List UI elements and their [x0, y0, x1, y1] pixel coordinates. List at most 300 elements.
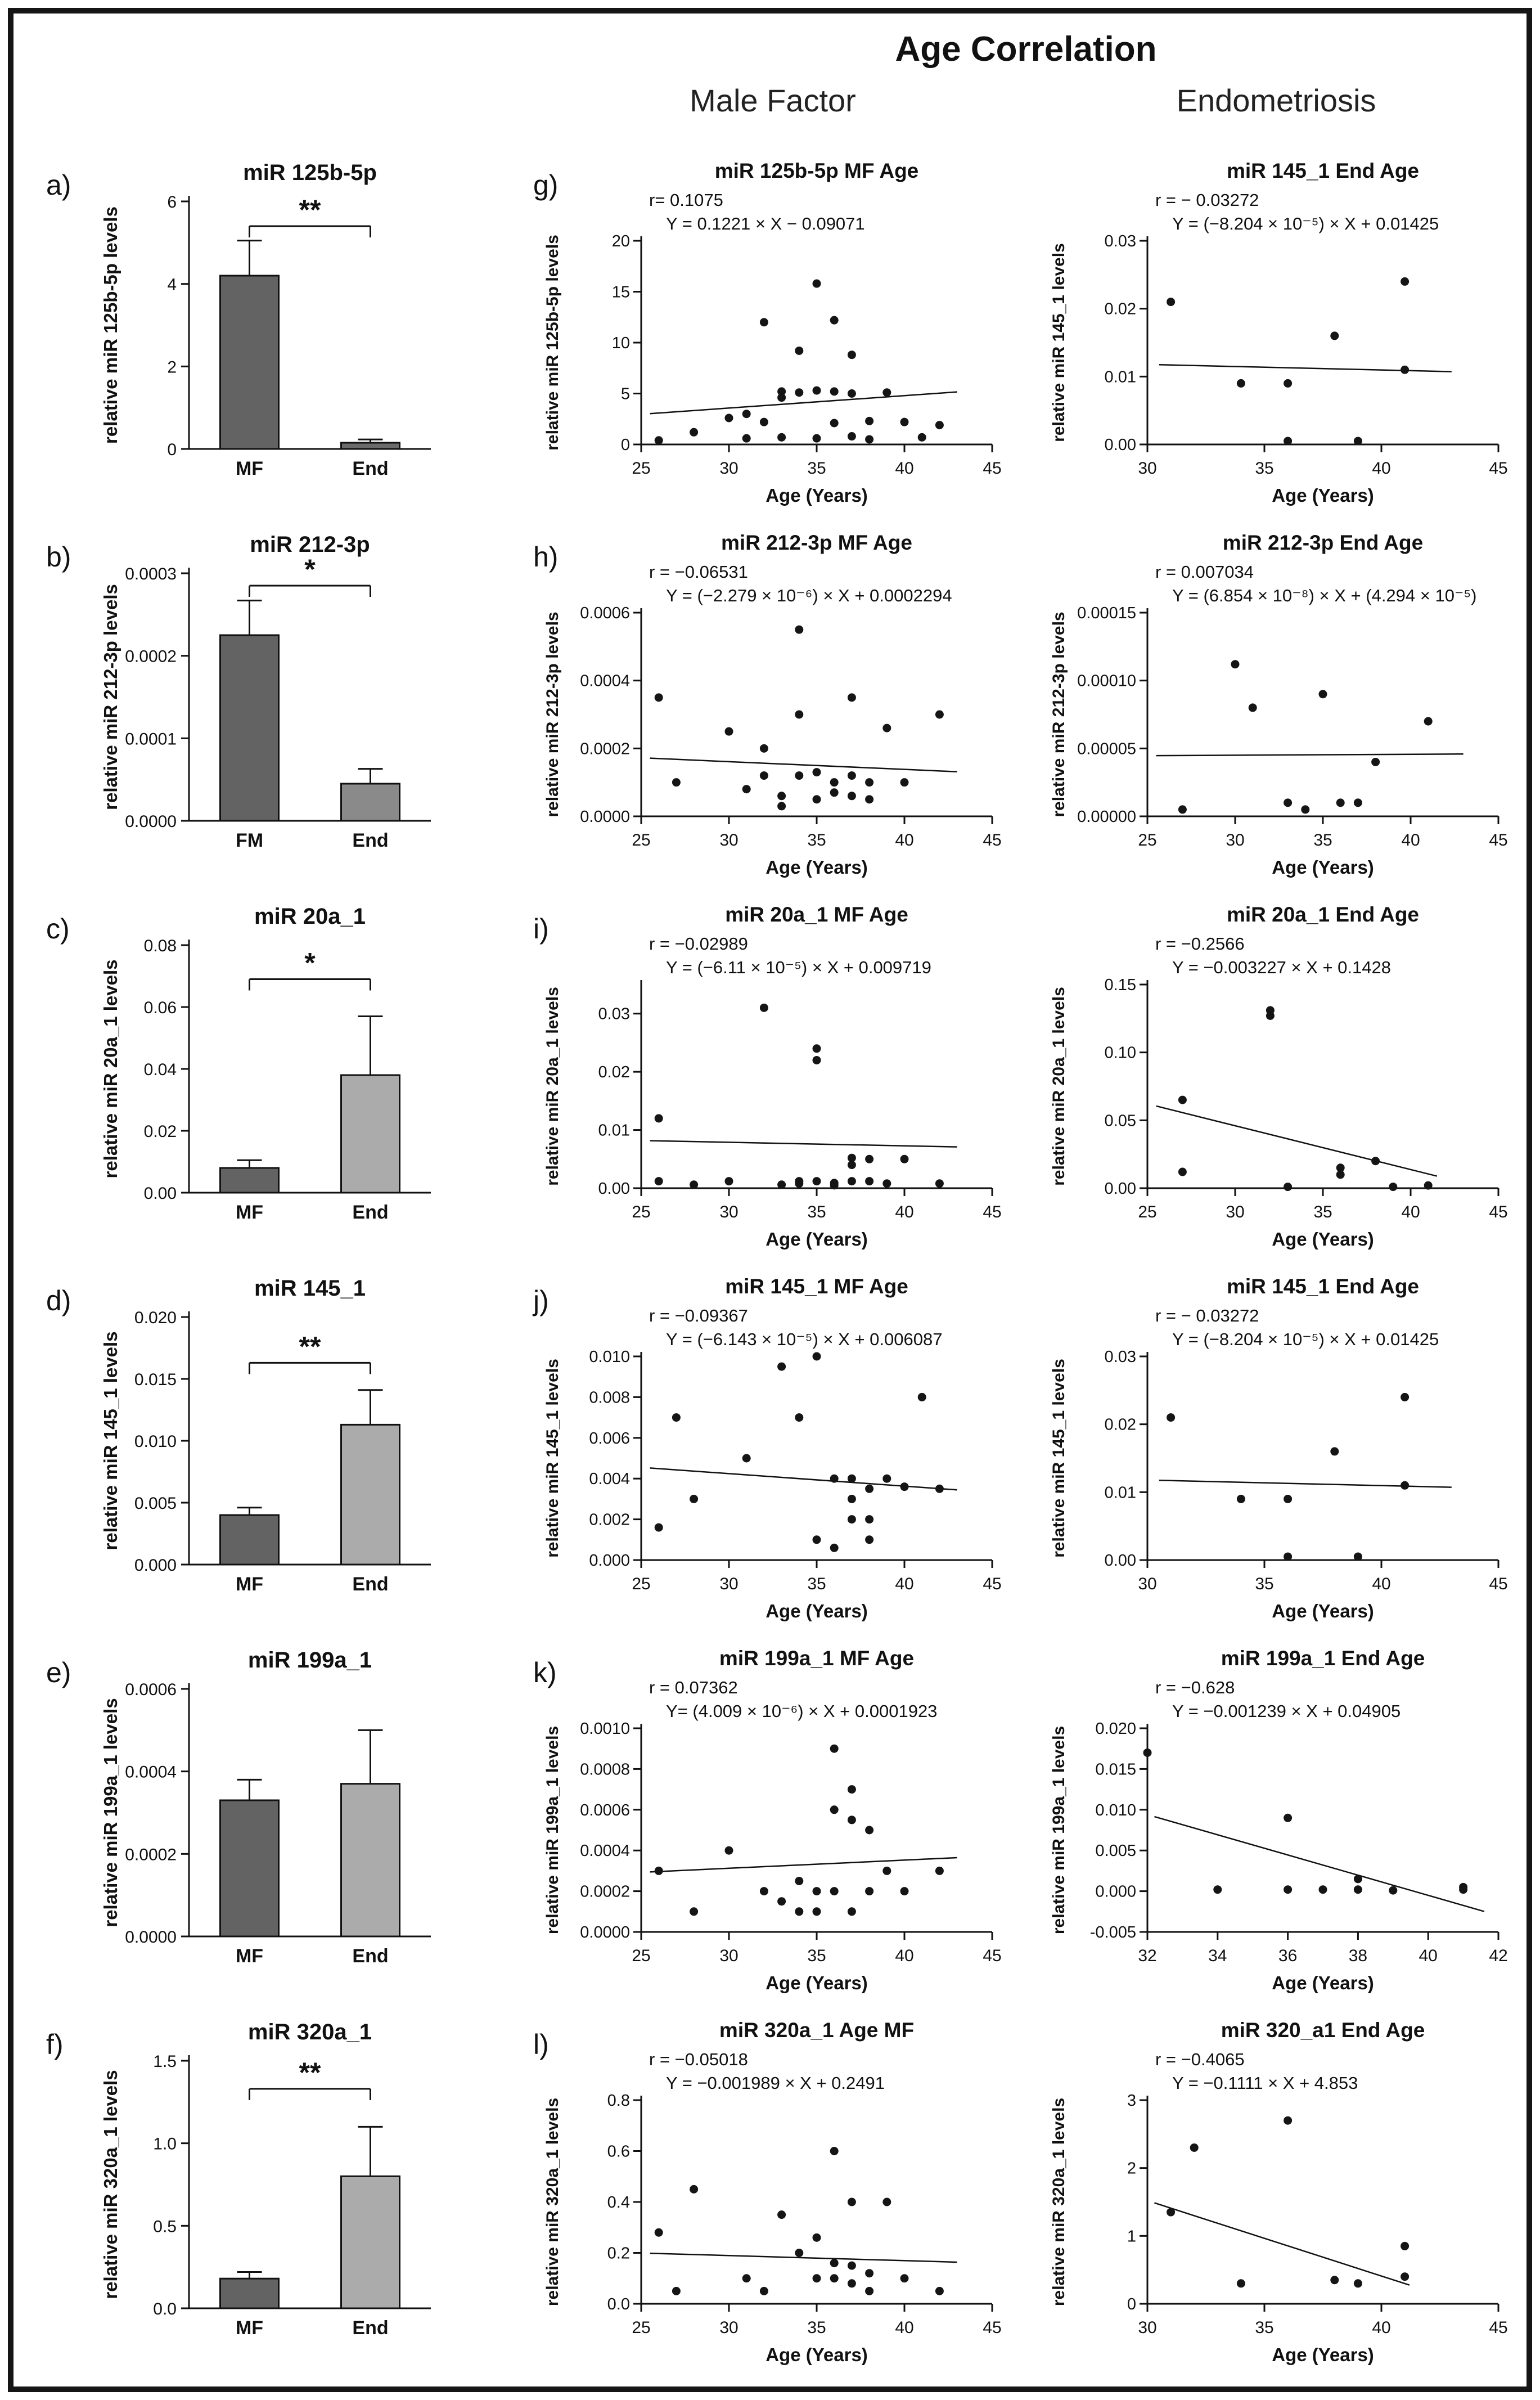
- svg-text:*: *: [304, 554, 316, 585]
- svg-text:Age (Years): Age (Years): [1272, 1972, 1374, 1993]
- svg-text:MF: MF: [235, 458, 264, 479]
- svg-text:r = − 0.03272: r = − 0.03272: [1155, 190, 1259, 210]
- svg-text:0.0006: 0.0006: [580, 604, 630, 622]
- svg-text:Age (Years): Age (Years): [766, 485, 868, 506]
- panel-j: [520, 1266, 1026, 1638]
- svg-text:MF: MF: [235, 2317, 264, 2339]
- svg-text:0.015: 0.015: [1095, 1760, 1136, 1779]
- svg-text:Age (Years): Age (Years): [1272, 1229, 1374, 1250]
- scatter-plot-svg: [1035, 524, 1524, 891]
- panel-l: [520, 2010, 1026, 2382]
- svg-text:30: 30: [1138, 459, 1157, 478]
- svg-text:1.0: 1.0: [153, 2134, 177, 2154]
- svg-text:Y = −0.003227 × X + 0.1428: Y = −0.003227 × X + 0.1428: [1172, 958, 1391, 977]
- svg-text:0.0004: 0.0004: [580, 672, 630, 690]
- svg-text:End: End: [352, 1574, 389, 1595]
- svg-text:r = −0.02989: r = −0.02989: [649, 934, 748, 954]
- svg-text:35: 35: [807, 1947, 826, 1965]
- svg-text:0.004: 0.004: [589, 1470, 630, 1489]
- svg-text:25: 25: [632, 1575, 651, 1593]
- svg-text:relative miR 199a_1 levels: relative miR 199a_1 levels: [543, 1725, 562, 1935]
- panel-end-row6-scatter-plot: [1035, 2011, 1524, 2381]
- svg-text:0.0004: 0.0004: [580, 1842, 630, 1860]
- svg-text:miR 199a_1 End Age: miR 199a_1 End Age: [1221, 1647, 1425, 1670]
- svg-text:r = −0.4065: r = −0.4065: [1155, 2050, 1245, 2069]
- svg-text:miR 320a_1 Age MF: miR 320a_1 Age MF: [719, 2019, 915, 2042]
- svg-text:0.08: 0.08: [143, 937, 177, 955]
- svg-text:Age (Years): Age (Years): [766, 1229, 868, 1250]
- svg-text:r = −0.2566: r = −0.2566: [1155, 934, 1245, 954]
- svg-text:15: 15: [611, 283, 630, 302]
- svg-text:miR 320_a1 End Age: miR 320_a1 End Age: [1221, 2019, 1425, 2042]
- scatter-plot-svg: [1035, 2011, 1524, 2378]
- column-header-endometriosis: Endometriosis: [1176, 83, 1376, 118]
- svg-text:Y = −0.001989 × X + 0.2491: Y = −0.001989 × X + 0.2491: [666, 2073, 885, 2093]
- svg-text:25: 25: [1138, 1203, 1157, 1221]
- svg-text:miR 145_1 End Age: miR 145_1 End Age: [1226, 159, 1420, 182]
- svg-text:0.2: 0.2: [607, 2244, 630, 2263]
- svg-text:Y = (−6.143 × 10⁻⁵) × X + 0.00: Y = (−6.143 × 10⁻⁵) × X + 0.006087: [666, 1329, 943, 1349]
- svg-text:30: 30: [1138, 2318, 1157, 2337]
- svg-text:40: 40: [1372, 459, 1391, 478]
- svg-text:45: 45: [983, 831, 1002, 850]
- svg-text:Age (Years): Age (Years): [1272, 485, 1374, 506]
- svg-text:miR 145_1 MF Age: miR 145_1 MF Age: [725, 1275, 908, 1298]
- panel-end-row1: [1026, 151, 1527, 523]
- svg-text:4: 4: [167, 275, 177, 294]
- scatter-plot-svg: [1035, 152, 1524, 519]
- svg-text:45: 45: [1489, 2318, 1508, 2337]
- svg-text:0.015: 0.015: [134, 1370, 177, 1389]
- svg-text:miR 212-3p MF Age: miR 212-3p MF Age: [721, 531, 912, 554]
- svg-text:Age (Years): Age (Years): [766, 1972, 868, 1993]
- svg-text:0.0: 0.0: [153, 2300, 177, 2318]
- svg-text:0.00: 0.00: [143, 1184, 177, 1203]
- svg-text:3: 3: [1127, 2092, 1136, 2110]
- svg-text:45: 45: [1489, 1203, 1508, 1221]
- svg-text:0.0002: 0.0002: [125, 647, 177, 666]
- svg-text:35: 35: [1255, 2318, 1274, 2337]
- svg-text:1: 1: [1127, 2227, 1136, 2246]
- svg-text:r = −0.09367: r = −0.09367: [649, 1306, 748, 1325]
- svg-text:35: 35: [1255, 1575, 1274, 1593]
- svg-text:40: 40: [895, 1947, 914, 1965]
- svg-text:45: 45: [983, 459, 1002, 478]
- svg-text:0.00015: 0.00015: [1077, 604, 1136, 622]
- svg-text:relative miR 20a_1 levels: relative miR 20a_1 levels: [1050, 987, 1068, 1186]
- svg-text:Y = (−8.204 × 10⁻⁵) × X + 0.01: Y = (−8.204 × 10⁻⁵) × X + 0.01425: [1172, 1329, 1439, 1349]
- svg-text:0.15: 0.15: [1104, 976, 1136, 994]
- svg-text:0.02: 0.02: [143, 1122, 177, 1141]
- svg-text:40: 40: [1372, 2318, 1391, 2337]
- svg-text:Age (Years): Age (Years): [766, 2344, 868, 2365]
- svg-text:25: 25: [632, 459, 651, 478]
- scatter-plot-svg: [529, 1639, 1018, 2006]
- panel-b-bar-chart: [85, 526, 457, 884]
- svg-text:MF: MF: [235, 1202, 264, 1223]
- panel-l-letter: l): [533, 2029, 549, 2060]
- svg-text:0.0004: 0.0004: [125, 1763, 177, 1782]
- svg-text:miR 125b-5p: miR 125b-5p: [243, 160, 377, 185]
- svg-text:0.010: 0.010: [589, 1348, 630, 1366]
- figure-frame: [8, 8, 1532, 2392]
- svg-text:30: 30: [719, 1947, 739, 1965]
- svg-text:40: 40: [1419, 1947, 1438, 1965]
- panel-g-scatter-plot: [529, 152, 1018, 522]
- svg-text:40: 40: [1401, 1203, 1420, 1221]
- panel-grid: [13, 151, 1527, 2382]
- panel-end-row6: [1026, 2010, 1527, 2382]
- panel-end-row4-scatter-plot: [1035, 1268, 1524, 1637]
- svg-text:relative miR 320a_1 levels: relative miR 320a_1 levels: [1050, 2097, 1068, 2307]
- svg-text:40: 40: [895, 1203, 914, 1221]
- panel-e-letter: e): [46, 1657, 71, 1688]
- svg-text:0: 0: [620, 436, 630, 454]
- svg-text:0.03: 0.03: [598, 1005, 630, 1023]
- svg-text:Y= (4.009 × 10⁻⁶) × X + 0.0001: Y= (4.009 × 10⁻⁶) × X + 0.0001923: [666, 1701, 938, 1721]
- svg-text:**: **: [299, 194, 321, 226]
- svg-text:Y = (−8.204 × 10⁻⁵) × X + 0.01: Y = (−8.204 × 10⁻⁵) × X + 0.01425: [1172, 214, 1439, 233]
- svg-text:6: 6: [167, 193, 177, 212]
- svg-text:30: 30: [719, 459, 739, 478]
- column-header-male-factor: Male Factor: [690, 83, 856, 118]
- panel-i: [520, 895, 1026, 1266]
- svg-text:miR 20a_1 End Age: miR 20a_1 End Age: [1226, 903, 1420, 926]
- svg-text:MF: MF: [235, 1574, 264, 1595]
- svg-text:30: 30: [1226, 1203, 1245, 1221]
- scatter-plot-svg: [1035, 1268, 1524, 1634]
- svg-text:0: 0: [1127, 2295, 1136, 2313]
- svg-text:r = 0.007034: r = 0.007034: [1155, 562, 1254, 582]
- svg-text:0.000: 0.000: [589, 1552, 630, 1570]
- svg-text:0.02: 0.02: [1104, 1415, 1136, 1434]
- svg-text:0.4: 0.4: [607, 2194, 630, 2212]
- svg-text:relative miR 320a_1 levels: relative miR 320a_1 levels: [543, 2097, 562, 2307]
- svg-text:0.01: 0.01: [1104, 1484, 1136, 1502]
- panel-h-scatter-plot: [529, 524, 1018, 893]
- svg-text:Age (Years): Age (Years): [766, 857, 868, 878]
- svg-text:End: End: [352, 1202, 389, 1223]
- svg-text:0.020: 0.020: [134, 1309, 177, 1327]
- svg-text:0.0002: 0.0002: [580, 1882, 630, 1901]
- svg-text:Age (Years): Age (Years): [1272, 1601, 1374, 1621]
- svg-text:0.02: 0.02: [598, 1063, 630, 1082]
- svg-text:0.0000: 0.0000: [580, 808, 630, 826]
- svg-text:45: 45: [1489, 459, 1508, 478]
- panel-d-letter: d): [46, 1285, 71, 1316]
- svg-text:34: 34: [1208, 1947, 1227, 1965]
- svg-text:0.10: 0.10: [1104, 1044, 1136, 1062]
- svg-text:0.02: 0.02: [1104, 300, 1136, 318]
- svg-text:2: 2: [167, 358, 177, 377]
- svg-text:0.0000: 0.0000: [125, 1928, 177, 1947]
- svg-text:relative miR 125b-5p levels: relative miR 125b-5p levels: [543, 235, 562, 451]
- svg-text:Y = (−2.279 × 10⁻⁶) × X + 0.0: Y = (−2.279 × 10⁻⁶) × X + 0.0002294: [666, 586, 952, 605]
- svg-text:45: 45: [1489, 1575, 1508, 1593]
- svg-text:0.0001: 0.0001: [125, 730, 177, 749]
- svg-text:30: 30: [1226, 831, 1245, 850]
- panel-b-letter: b): [46, 541, 71, 573]
- svg-text:0.0002: 0.0002: [125, 1845, 177, 1864]
- bar-chart-svg: [85, 1270, 457, 1625]
- svg-text:40: 40: [1401, 831, 1420, 850]
- svg-text:**: **: [299, 1331, 321, 1363]
- svg-text:30: 30: [719, 1575, 739, 1593]
- svg-text:0.0000: 0.0000: [125, 812, 177, 831]
- svg-text:0.020: 0.020: [1095, 1720, 1136, 1738]
- svg-text:Y = 0.1221 × X − 0.09071: Y = 0.1221 × X − 0.09071: [666, 214, 865, 233]
- svg-text:42: 42: [1489, 1947, 1508, 1965]
- svg-text:0.00005: 0.00005: [1077, 740, 1136, 758]
- svg-text:Y = −0.1111 × X + 4.853: Y = −0.1111 × X + 4.853: [1172, 2073, 1358, 2093]
- panel-k: [520, 1638, 1026, 2010]
- svg-text:40: 40: [895, 459, 914, 478]
- panel-e-bar-chart: [85, 1642, 457, 2000]
- scatter-plot-svg: [1035, 896, 1524, 1262]
- panel-k-scatter-plot: [529, 1639, 1018, 2009]
- svg-text:r = −0.06531: r = −0.06531: [649, 562, 748, 582]
- svg-text:0.00: 0.00: [1104, 1180, 1136, 1198]
- svg-text:0.00: 0.00: [1104, 1552, 1136, 1570]
- panel-j-scatter-plot: [529, 1268, 1018, 1637]
- panel-end-row2-scatter-plot: [1035, 524, 1524, 893]
- svg-text:0.6: 0.6: [607, 2142, 630, 2161]
- svg-text:40: 40: [895, 2318, 914, 2337]
- scatter-plot-svg: [1035, 1639, 1524, 2006]
- panel-end-row3: [1026, 895, 1527, 1266]
- scatter-plot-svg: [529, 524, 1018, 891]
- svg-text:0.01: 0.01: [1104, 368, 1136, 386]
- svg-text:35: 35: [807, 1575, 826, 1593]
- svg-text:0.00: 0.00: [598, 1180, 630, 1198]
- panel-end-row4: [1026, 1266, 1527, 1638]
- svg-text:*: *: [304, 947, 316, 979]
- svg-text:relative miR 145_1 levels: relative miR 145_1 levels: [1050, 243, 1068, 442]
- svg-text:38: 38: [1348, 1947, 1368, 1965]
- svg-text:20: 20: [611, 232, 630, 250]
- svg-text:36: 36: [1278, 1947, 1298, 1965]
- svg-text:Age (Years): Age (Years): [766, 1601, 868, 1621]
- svg-text:35: 35: [807, 1203, 826, 1221]
- svg-text:25: 25: [632, 1947, 651, 1965]
- svg-text:relative miR 320a_1 levels: relative miR 320a_1 levels: [100, 2070, 121, 2299]
- svg-text:Age (Years): Age (Years): [1272, 2344, 1374, 2365]
- svg-text:miR 20a_1: miR 20a_1: [254, 904, 366, 929]
- svg-text:0.00000: 0.00000: [1077, 808, 1136, 826]
- svg-text:miR 145_1: miR 145_1: [254, 1276, 366, 1301]
- svg-text:FM: FM: [235, 830, 264, 851]
- svg-text:relative miR 145_1 levels: relative miR 145_1 levels: [100, 1331, 121, 1550]
- svg-text:End: End: [352, 1945, 389, 1967]
- panel-g: [520, 151, 1026, 523]
- bar-chart-svg: [85, 898, 457, 1253]
- svg-text:miR 199a_1 MF Age: miR 199a_1 MF Age: [719, 1647, 915, 1670]
- svg-text:miR 145_1 End Age: miR 145_1 End Age: [1226, 1275, 1420, 1298]
- svg-text:relative miR 20a_1 levels: relative miR 20a_1 levels: [543, 987, 562, 1186]
- svg-text:45: 45: [983, 1947, 1002, 1965]
- svg-text:Age (Years): Age (Years): [1272, 857, 1374, 878]
- svg-text:0.005: 0.005: [134, 1494, 177, 1513]
- svg-text:45: 45: [983, 1203, 1002, 1221]
- svg-text:0.8: 0.8: [607, 2092, 630, 2110]
- svg-text:End: End: [352, 458, 389, 479]
- svg-text:0.005: 0.005: [1095, 1842, 1136, 1860]
- bar-chart-svg: [85, 2014, 457, 2369]
- panel-j-letter: j): [533, 1285, 549, 1316]
- panel-h-letter: h): [533, 541, 559, 573]
- svg-text:35: 35: [807, 831, 826, 850]
- panel-a-bar-chart: [85, 154, 457, 513]
- bar-chart-svg: [85, 1642, 457, 1997]
- svg-text:0.06: 0.06: [143, 999, 177, 1017]
- panel-f-bar-chart: [85, 2014, 457, 2372]
- svg-text:End: End: [352, 830, 389, 851]
- svg-text:0.010: 0.010: [134, 1432, 177, 1451]
- svg-text:0.002: 0.002: [589, 1511, 630, 1529]
- svg-text:0.000: 0.000: [1095, 1882, 1136, 1901]
- svg-text:0.006: 0.006: [589, 1429, 630, 1448]
- svg-text:40: 40: [895, 831, 914, 850]
- svg-text:-0.005: -0.005: [1089, 1923, 1136, 1941]
- svg-text:relative miR 212-3p levels: relative miR 212-3p levels: [543, 612, 562, 817]
- svg-text:0.0006: 0.0006: [580, 1801, 630, 1819]
- svg-text:relative miR 212-3p levels: relative miR 212-3p levels: [1050, 612, 1068, 817]
- scatter-plot-svg: [529, 2011, 1018, 2378]
- svg-text:0.0008: 0.0008: [580, 1760, 630, 1779]
- svg-text:relative miR 212-3p levels: relative miR 212-3p levels: [100, 584, 121, 810]
- svg-text:2: 2: [1127, 2159, 1136, 2178]
- svg-text:0.5: 0.5: [153, 2217, 177, 2236]
- svg-text:relative miR 145_1 levels: relative miR 145_1 levels: [1050, 1359, 1068, 1558]
- svg-text:45: 45: [983, 2318, 1002, 2337]
- svg-text:relative miR 199a_1 levels: relative miR 199a_1 levels: [100, 1698, 121, 1927]
- svg-text:0.03: 0.03: [1104, 232, 1136, 250]
- bar-chart-svg: [85, 526, 457, 882]
- svg-text:0.00: 0.00: [1104, 436, 1136, 454]
- svg-text:30: 30: [1138, 1575, 1157, 1593]
- svg-text:30: 30: [719, 2318, 739, 2337]
- svg-text:miR 212-3p: miR 212-3p: [250, 532, 370, 557]
- svg-text:32: 32: [1138, 1947, 1157, 1965]
- panel-c-bar-chart: [85, 898, 457, 1256]
- svg-text:0.0: 0.0: [607, 2295, 630, 2313]
- scatter-plot-svg: [529, 896, 1018, 1262]
- svg-text:Y = −0.001239 × X + 0.04905: Y = −0.001239 × X + 0.04905: [1172, 1701, 1401, 1721]
- svg-text:25: 25: [632, 1203, 651, 1221]
- svg-text:45: 45: [1489, 831, 1508, 850]
- svg-text:0.05: 0.05: [1104, 1112, 1136, 1130]
- svg-text:45: 45: [983, 1575, 1002, 1593]
- svg-text:miR 320a_1: miR 320a_1: [247, 2020, 372, 2044]
- svg-text:0.000: 0.000: [134, 1556, 177, 1575]
- svg-text:1.5: 1.5: [153, 2052, 177, 2071]
- svg-text:35: 35: [1313, 831, 1332, 850]
- svg-text:25: 25: [632, 831, 651, 850]
- panel-i-scatter-plot: [529, 896, 1018, 1265]
- svg-text:0.00010: 0.00010: [1077, 672, 1136, 690]
- panel-a: [13, 151, 520, 523]
- svg-text:35: 35: [807, 2318, 826, 2337]
- figure-title: Age Correlation: [895, 30, 1157, 69]
- svg-text:0.01: 0.01: [598, 1121, 630, 1140]
- svg-text:**: **: [299, 2056, 321, 2088]
- panel-end-row3-scatter-plot: [1035, 896, 1524, 1265]
- svg-text:40: 40: [895, 1575, 914, 1593]
- panel-f-letter: f): [46, 2029, 64, 2060]
- svg-text:r = − 0.03272: r = − 0.03272: [1155, 1306, 1259, 1325]
- svg-text:r= 0.1075: r= 0.1075: [649, 190, 723, 210]
- svg-text:0.0006: 0.0006: [125, 1680, 177, 1699]
- panel-d-bar-chart: [85, 1270, 457, 1628]
- svg-text:miR 199a_1: miR 199a_1: [247, 1648, 372, 1673]
- panel-end-row1-scatter-plot: [1035, 152, 1524, 522]
- svg-text:30: 30: [719, 831, 739, 850]
- panel-end-row5: [1026, 1638, 1527, 2010]
- panel-d: [13, 1266, 520, 1638]
- svg-text:relative miR 145_1 levels: relative miR 145_1 levels: [543, 1359, 562, 1558]
- panel-end-row2: [1026, 523, 1527, 895]
- svg-text:0: 0: [167, 441, 177, 459]
- svg-text:30: 30: [719, 1203, 739, 1221]
- svg-text:miR 212-3p End Age: miR 212-3p End Age: [1222, 531, 1424, 554]
- panel-end-row5-scatter-plot: [1035, 1639, 1524, 2009]
- panel-b: [13, 523, 520, 895]
- svg-text:0.04: 0.04: [143, 1060, 177, 1079]
- panel-a-letter: a): [46, 169, 71, 201]
- svg-text:0.0010: 0.0010: [580, 1720, 630, 1738]
- panel-f: [13, 2010, 520, 2382]
- svg-text:35: 35: [807, 459, 826, 478]
- svg-text:0.008: 0.008: [589, 1388, 630, 1407]
- panel-c-letter: c): [46, 913, 70, 945]
- panel-h: [520, 523, 1026, 895]
- panel-g-letter: g): [533, 169, 559, 201]
- svg-text:relative miR 125b-5p levels: relative miR 125b-5p levels: [100, 206, 121, 444]
- svg-text:25: 25: [1138, 831, 1157, 850]
- svg-text:r = −0.628: r = −0.628: [1155, 1678, 1235, 1697]
- panel-e: [13, 1638, 520, 2010]
- svg-text:r = 0.07362: r = 0.07362: [649, 1678, 738, 1697]
- bar-chart-svg: [85, 154, 457, 510]
- svg-text:relative miR 199a_1 levels: relative miR 199a_1 levels: [1050, 1725, 1068, 1935]
- panel-c: [13, 895, 520, 1266]
- svg-text:5: 5: [620, 385, 630, 403]
- svg-text:35: 35: [1313, 1203, 1332, 1221]
- svg-text:MF: MF: [235, 1945, 264, 1967]
- svg-text:10: 10: [611, 334, 630, 352]
- svg-text:0.0000: 0.0000: [580, 1923, 630, 1941]
- svg-text:relative miR 20a_1 levels: relative miR 20a_1 levels: [100, 959, 121, 1179]
- svg-text:0.0002: 0.0002: [580, 740, 630, 758]
- svg-text:miR 125b-5p MF Age: miR 125b-5p MF Age: [714, 159, 919, 182]
- svg-text:35: 35: [1255, 459, 1274, 478]
- svg-text:Y = (−6.11 × 10⁻⁵) × X + 0.009: Y = (−6.11 × 10⁻⁵) × X + 0.009719: [666, 958, 931, 977]
- svg-text:25: 25: [632, 2318, 651, 2337]
- svg-text:r = −0.05018: r = −0.05018: [649, 2050, 748, 2069]
- panel-k-letter: k): [533, 1657, 557, 1688]
- svg-text:0.0003: 0.0003: [125, 565, 177, 583]
- panel-i-letter: i): [533, 913, 549, 945]
- svg-text:Y = (6.854 × 10⁻⁸) × X + (4.29: Y = (6.854 × 10⁻⁸) × X + (4.294 × 10⁻⁵): [1172, 586, 1477, 605]
- panel-l-scatter-plot: [529, 2011, 1018, 2381]
- svg-text:miR 20a_1 MF Age: miR 20a_1 MF Age: [725, 903, 908, 926]
- svg-text:0.03: 0.03: [1104, 1348, 1136, 1366]
- svg-text:40: 40: [1372, 1575, 1391, 1593]
- svg-text:0.010: 0.010: [1095, 1801, 1136, 1819]
- scatter-plot-svg: [529, 152, 1018, 519]
- scatter-plot-svg: [529, 1268, 1018, 1634]
- svg-text:End: End: [352, 2317, 389, 2339]
